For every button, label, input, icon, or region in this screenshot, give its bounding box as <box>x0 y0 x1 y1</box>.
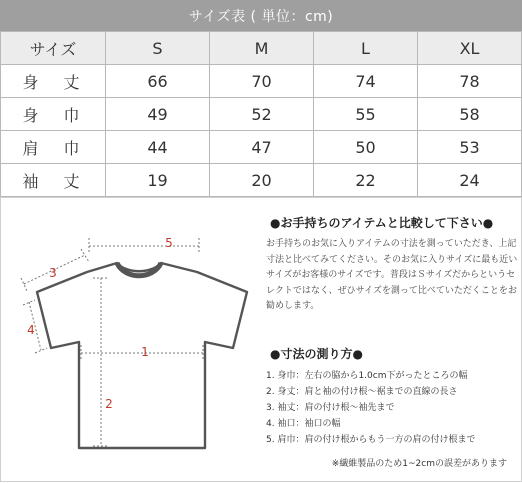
table-cell: 22 <box>314 164 418 197</box>
table-row-shoulder-width <box>1 131 522 164</box>
row-label: 袖 丈 <box>1 164 106 197</box>
table-cell: 19 <box>106 164 210 197</box>
label-2: 2 <box>105 397 113 411</box>
label-1: 1 <box>141 345 149 359</box>
size-table <box>0 31 522 197</box>
table-cell: 44 <box>106 131 210 164</box>
table-cell: 50 <box>314 131 418 164</box>
row-label: 肩 巾 <box>1 131 106 164</box>
list-item: 3. 袖丈：肩の付け根～袖先まで <box>266 402 395 413</box>
table-cell: 49 <box>106 98 210 131</box>
table-cell: 78 <box>418 65 522 98</box>
table-cell: 53 <box>418 131 522 164</box>
table-cell: 58 <box>418 98 522 131</box>
table-row-body-length <box>1 65 522 98</box>
tolerance-note: ※繊維製品のため1~2cmの誤差があります <box>331 459 507 469</box>
header-cell-xl: XL <box>418 32 522 65</box>
header-cell-l: L <box>314 32 418 65</box>
list-item: 1. 身巾：左右の脇から1.0cm下がったところの幅 <box>266 370 468 381</box>
table-cell: 47 <box>210 131 314 164</box>
list-item: 5. 肩巾：肩の付け根からもう一方の肩の付け根まで <box>266 434 476 445</box>
label-4: 4 <box>27 323 35 337</box>
compare-body: お手持ちのお気に入りアイテムの寸法を測っていただき、上記寸法と比べてみてください。そのお気に入りサイズに最も近いサイズがお客様のサイズです。普段はＳサイズだからというセレクトではなく、ぜひサイズを測って比べていただくことをお勧めします。 <box>266 239 518 312</box>
table-cell: 52 <box>210 98 314 131</box>
row-label: 身 丈 <box>1 65 106 98</box>
list-item: 2. 身丈：肩と袖の付け根～裾までの直線の長さ <box>266 386 458 397</box>
list-item: 4. 袖口：袖口の幅 <box>266 418 341 429</box>
collar <box>117 263 161 276</box>
table-cell: 66 <box>106 65 210 98</box>
header-cell-s: S <box>106 32 210 65</box>
table-cell: 20 <box>210 164 314 197</box>
size-chart-title: サイズ表 ( 単位：cm) <box>0 0 522 31</box>
table-row-sleeve-length <box>1 164 522 197</box>
label-5: 5 <box>165 236 173 250</box>
tshirt-diagram <box>9 206 264 476</box>
measure-title: ●寸法の測り方● <box>270 346 363 361</box>
measure-list <box>266 368 518 448</box>
info-section <box>266 214 518 448</box>
table-cell: 55 <box>314 98 418 131</box>
compare-title: ●お手持ちのアイテムと比較して下さい● <box>270 216 494 230</box>
table-cell: 74 <box>314 65 418 98</box>
table-cell: 24 <box>418 164 522 197</box>
table-row-body-width <box>1 98 522 131</box>
row-label: 身 巾 <box>1 98 106 131</box>
label-3: 3 <box>49 266 57 280</box>
header-cell-size: サイズ <box>1 32 106 65</box>
header-cell-m: M <box>210 32 314 65</box>
measurement-guide-panel <box>0 197 522 482</box>
table-header-row <box>1 32 522 65</box>
table-cell: 70 <box>210 65 314 98</box>
